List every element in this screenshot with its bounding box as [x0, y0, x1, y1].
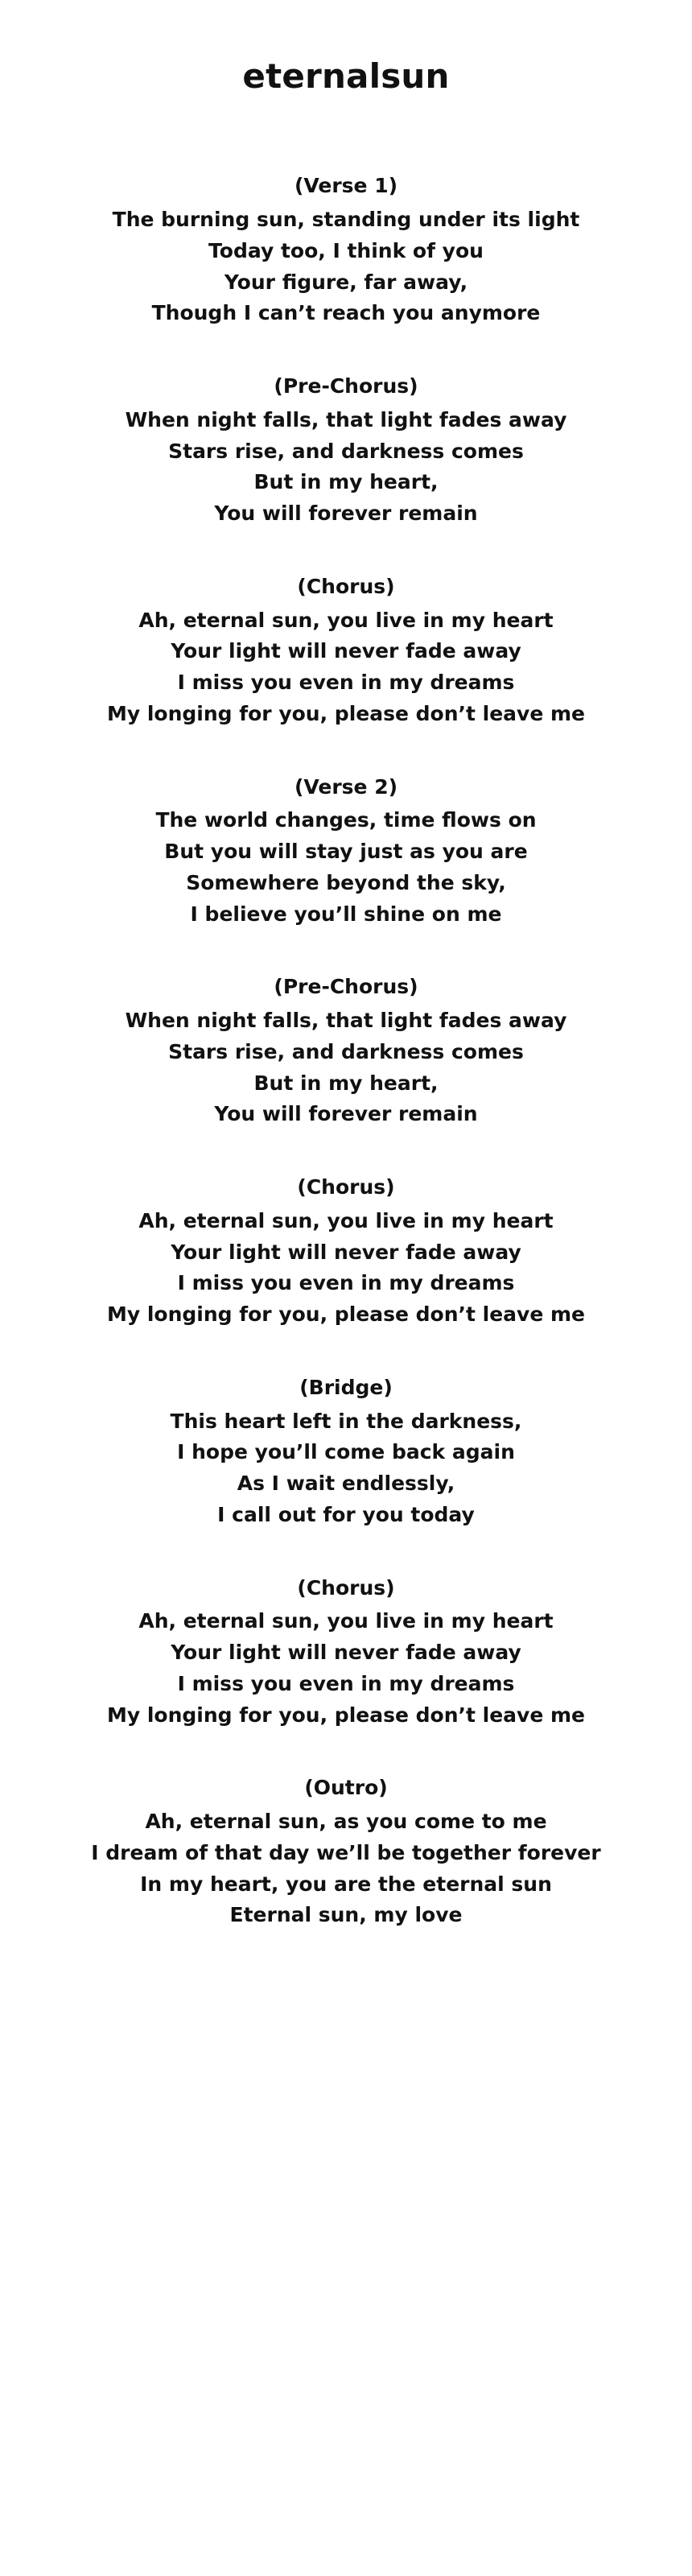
lyrics-line: Stars rise, and darkness comes	[168, 439, 524, 463]
lyrics-line: Eternal sun, my love	[229, 1903, 463, 1927]
section-label: (Chorus)	[297, 1575, 395, 1600]
lyrics-line: I dream of that day we’ll be together forever	[91, 1840, 601, 1864]
lyrics-line: I call out for you today	[217, 1502, 475, 1526]
lyrics-section	[32, 1172, 660, 1331]
lyrics-line: Your light will never fade away	[171, 639, 521, 663]
lyrics-line: You will forever remain	[214, 1102, 478, 1126]
lyrics-line: But in my heart,	[253, 470, 439, 494]
lyrics-line: When night falls, that light fades away	[125, 407, 567, 431]
lyrics-section	[32, 1573, 660, 1732]
lyrics-line: When night falls, that light fades away	[125, 1009, 567, 1033]
lyrics-line: Ah, eternal sun, as you come to me	[145, 1810, 547, 1834]
lyrics-line: Your light will never fade away	[171, 1641, 521, 1665]
lyrics-line: Somewhere beyond the sky,	[186, 870, 506, 894]
lyrics-line: I believe you’ll shine on me	[190, 902, 502, 926]
lyrics-line: Your light will never fade away	[171, 1240, 521, 1264]
lyrics-line: My longing for you, please don’t leave me	[106, 1703, 586, 1727]
lyrics-line: But you will stay just as you are	[164, 840, 528, 864]
lyrics-section	[32, 972, 660, 1130]
lyrics-line: Today too, I think of you	[208, 238, 484, 262]
lyrics-section	[32, 171, 660, 329]
section-label: (Pre-Chorus)	[274, 975, 418, 999]
section-label: (Verse 1)	[294, 174, 398, 198]
lyrics-section	[32, 572, 660, 730]
lyrics-line: My longing for you, please don’t leave me	[106, 701, 586, 725]
lyrics-line: But in my heart,	[253, 1071, 439, 1095]
lyrics-line: You will forever remain	[214, 502, 478, 526]
lyrics-line: The burning sun, standing under its light	[112, 208, 580, 232]
lyrics-line: I miss you even in my dreams	[177, 1671, 515, 1695]
lyrics-line: Ah, eternal sun, you live in my heart	[138, 608, 554, 632]
lyrics-section	[32, 772, 660, 931]
lyrics-line: This heart left in the darkness,	[170, 1409, 522, 1433]
lyrics-line: The world changes, time flows on	[155, 808, 537, 832]
lyrics-line: As I wait endlessly,	[237, 1472, 455, 1496]
lyrics-line: I miss you even in my dreams	[177, 1271, 515, 1295]
lyrics-line: In my heart, you are the eternal sun	[140, 1872, 552, 1896]
section-label: (Chorus)	[297, 1175, 395, 1199]
lyrics-line: I hope you’ll come back again	[177, 1440, 515, 1464]
lyrics-line: My longing for you, please don’t leave me	[106, 1302, 586, 1327]
lyrics-body	[32, 171, 660, 1931]
lyrics-line: Stars rise, and darkness comes	[168, 1039, 524, 1063]
lyrics-section	[32, 1373, 660, 1531]
section-label: (Outro)	[304, 1776, 388, 1800]
lyrics-line: I miss you even in my dreams	[177, 671, 515, 695]
section-label: (Bridge)	[299, 1375, 393, 1399]
page-title: eternalsun	[242, 56, 450, 96]
section-label: (Pre-Chorus)	[274, 374, 418, 398]
lyrics-line: Though I can’t reach you anymore	[151, 301, 541, 325]
lyrics-section	[32, 371, 660, 530]
section-label: (Verse 2)	[294, 774, 398, 799]
lyrics-line: Ah, eternal sun, you live in my heart	[138, 1609, 554, 1633]
lyrics-line: Ah, eternal sun, you live in my heart	[138, 1208, 554, 1232]
lyrics-section	[32, 1773, 660, 1931]
lyrics-line: Your figure, far away,	[224, 270, 468, 294]
section-label: (Chorus)	[297, 574, 395, 598]
